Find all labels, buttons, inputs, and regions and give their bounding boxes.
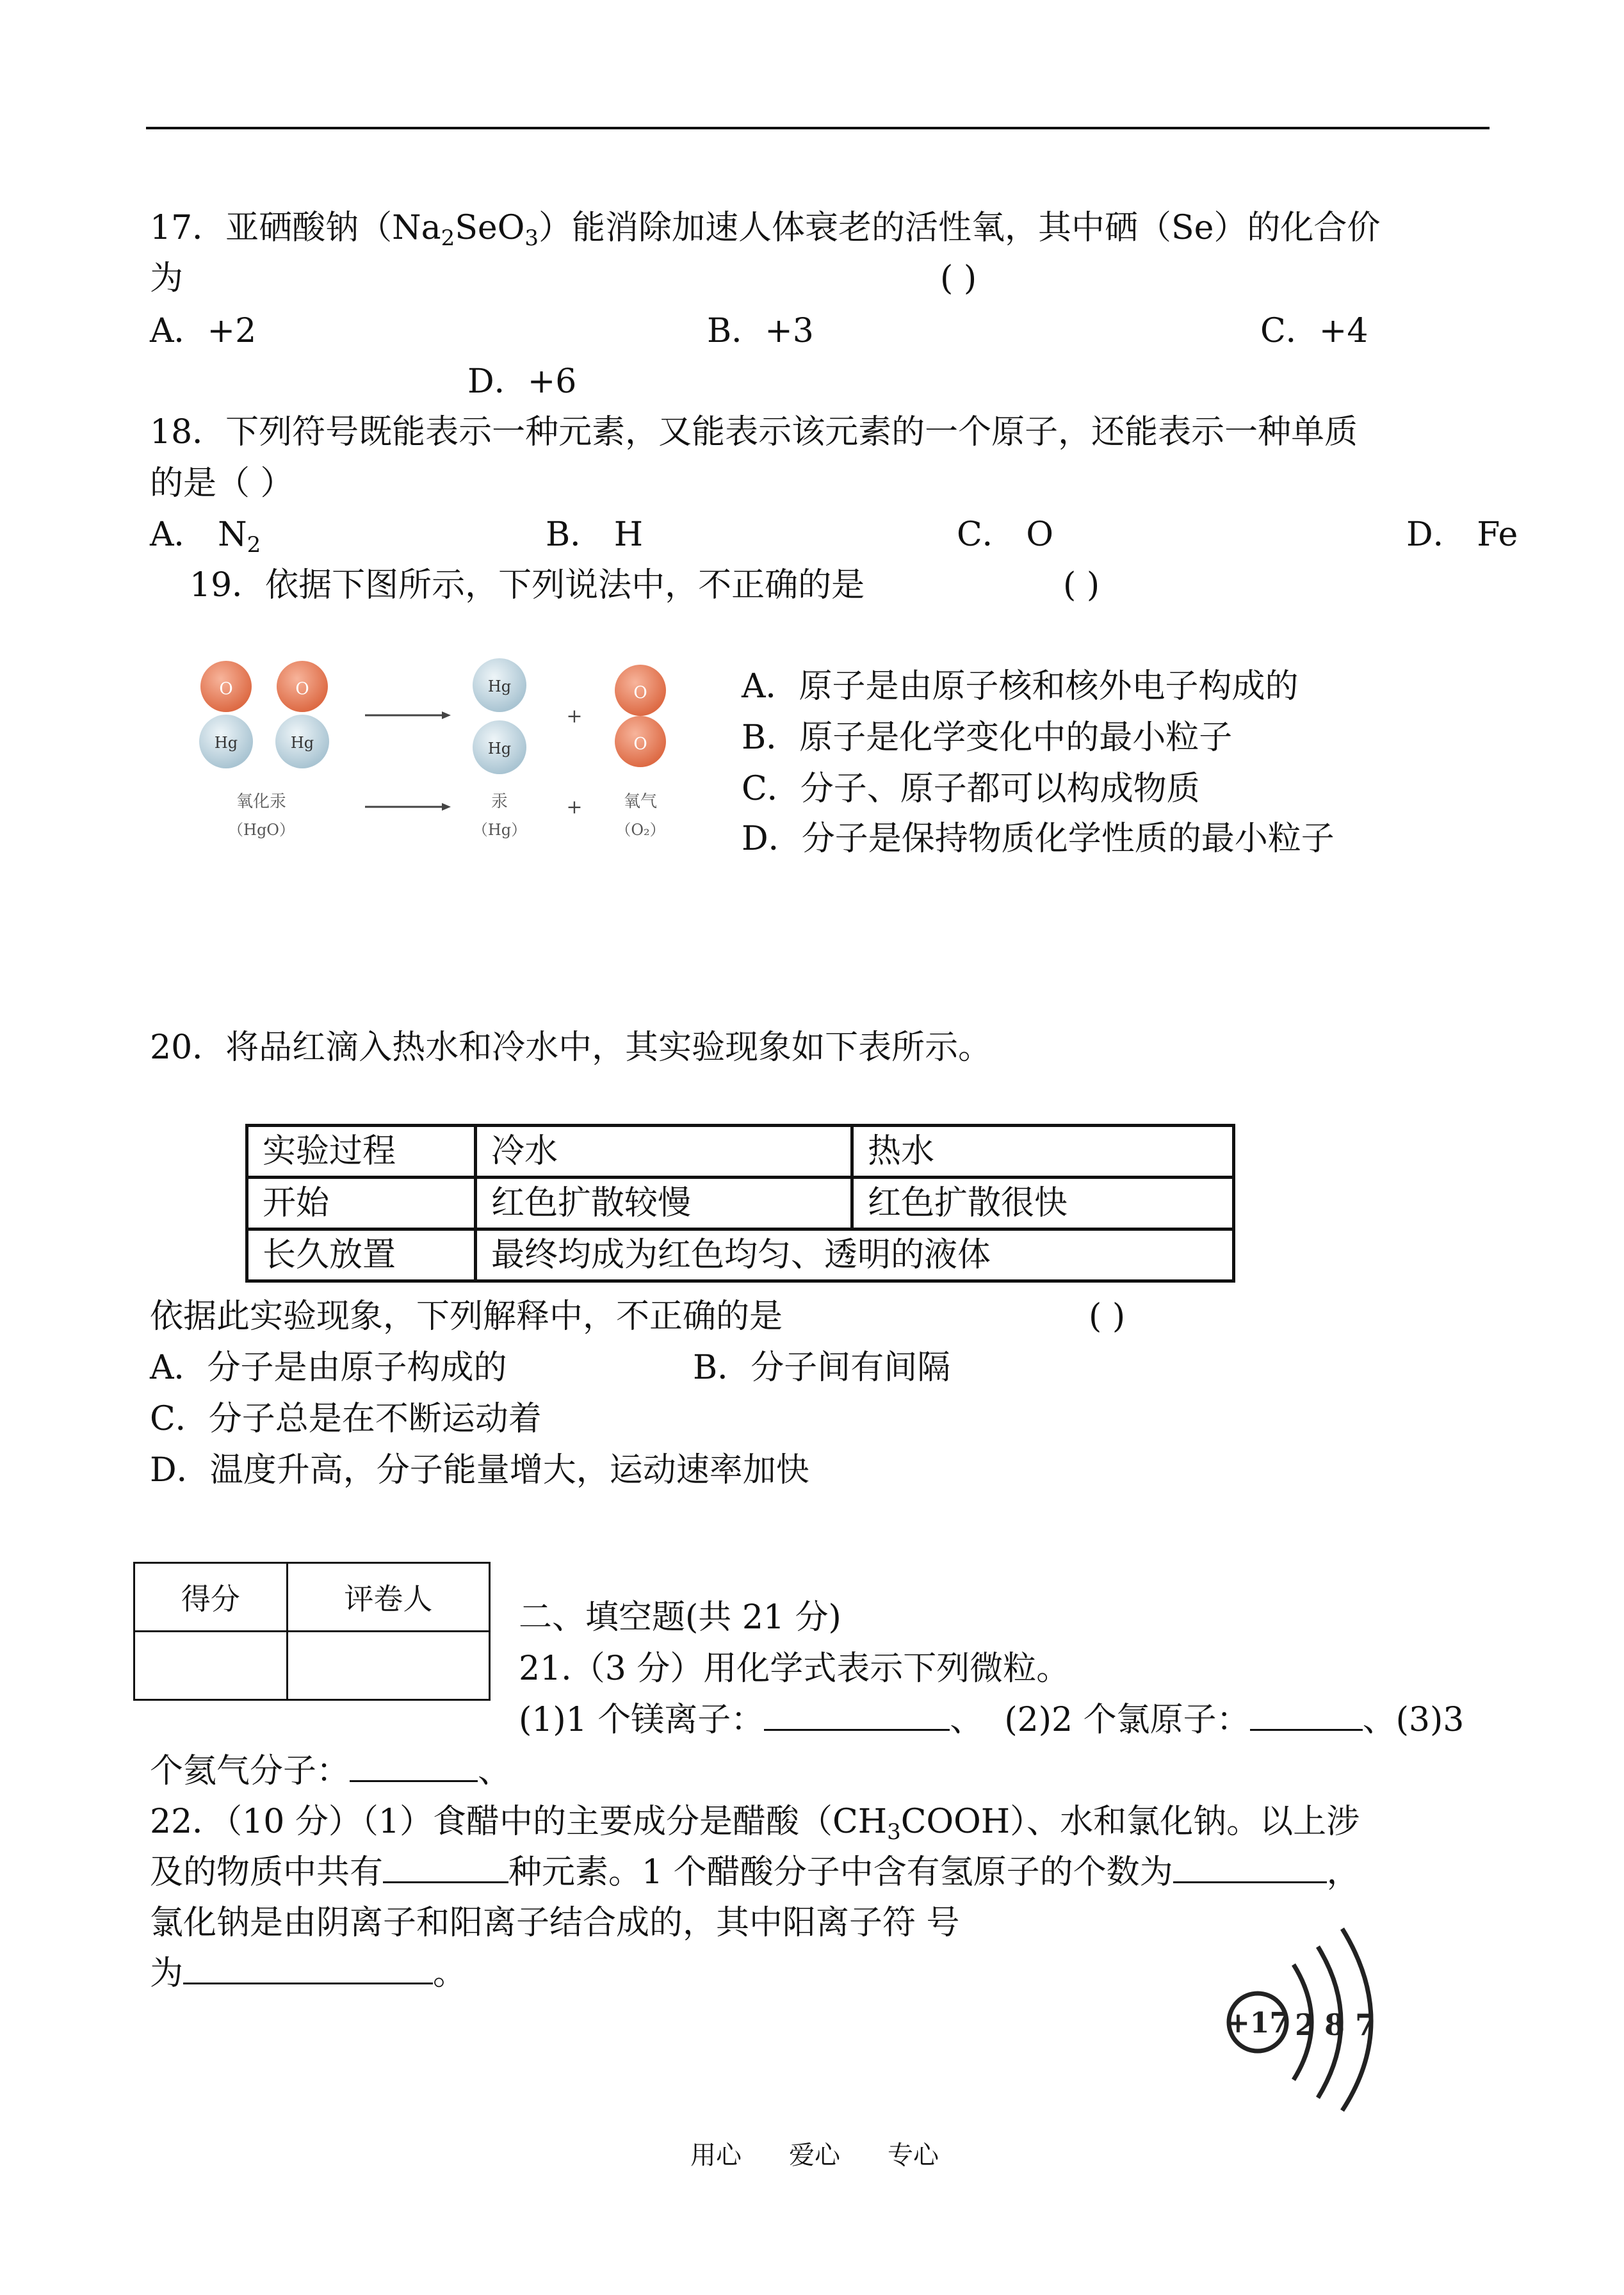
plus-sign-top: + [566, 705, 583, 727]
q21-line1: (1)1 个镁离子： 、 (2)2 个氯原子： 、(3)3 [519, 1701, 1465, 1739]
q17-option-b: B．+3 [707, 312, 814, 350]
q18-option-a: A． $N_2$ [150, 515, 261, 558]
table-row [247, 1178, 1234, 1229]
chlorine-atom-structure-diagram [1217, 1921, 1402, 2113]
oxygen-atom-label: O [219, 679, 233, 699]
table-header-cell: 冷水 [475, 1126, 852, 1178]
q22-line2: 及的物质中共有 种元素。1 个醋酸分子中含有氢原子的个数为 ， [150, 1853, 1360, 1892]
q20-option-d: D．温度升高，分子能量增大，运动速率加快 [150, 1451, 809, 1489]
oxygen-atom-label: O [295, 679, 309, 699]
q17-option-d: D．+6 [467, 362, 577, 401]
q20-option-a: A．分子是由原子构成的 [150, 1349, 507, 1387]
formula-hg: （Hg） [472, 821, 527, 839]
q17-option-c: C．+4 [1260, 312, 1368, 350]
o2-molecule [615, 665, 666, 767]
table-header-cell: 热水 [852, 1126, 1233, 1178]
q20-answer-paren: ( ) [1089, 1297, 1126, 1336]
reaction-arrow-top [365, 711, 451, 719]
hg-atom-1 [473, 658, 526, 712]
footer-text-2: 爱心 [789, 2141, 840, 2170]
label-hgo: 氧化汞 [236, 792, 287, 811]
q18-option-b: B． H [546, 515, 644, 554]
mercury-oxide-decomposition-figure [179, 647, 692, 864]
q18-line1: 18．下列符号既能表示一种元素，又能表示该元素的一个原子，还能表示一种单质 [150, 413, 1358, 451]
shell-3-electrons: 7 [1354, 2007, 1376, 2042]
table-header-row [247, 1126, 1234, 1178]
hgo-molecule-1 [199, 661, 253, 768]
section-2-title: 二、填空题(共 21 分) [519, 1598, 841, 1637]
q22-line1: 22．（10 分）（1）食醋中的主要成分是醋酸$(CH_3COOH)$、水和氯化钠。以上涉 [150, 1803, 1360, 1845]
q18-option-d: D． Fe [1406, 515, 1518, 554]
table-header-cell: 实验过程 [247, 1126, 476, 1178]
q19-stem: 19．依据下图所示，下列说法中，不正确的是 [190, 566, 865, 604]
svg-text:O: O [633, 734, 647, 754]
q20-option-b: B．分子间有间隔 [693, 1349, 951, 1387]
mercury-atom-label: Hg [214, 734, 238, 752]
svg-text:Hg: Hg [487, 740, 512, 758]
answer-blank [183, 1954, 433, 1984]
q19-option-c: C．分子、原子都可以构成物质 [742, 770, 1200, 808]
header-rule [146, 127, 1490, 129]
formula-o2: （O₂） [615, 821, 665, 839]
formula-hgo: （HgO） [228, 821, 295, 839]
answer-blank [383, 1853, 508, 1883]
table-cell: 长久放置 [247, 1229, 476, 1281]
q19-option-d: D．分子是保持物质化学性质的最小粒子 [742, 820, 1335, 858]
label-hg: 汞 [491, 792, 508, 811]
reviewer-label: 评卷人 [287, 1563, 489, 1632]
q17-option-a: A．+2 [150, 312, 257, 350]
footer-text-1: 用心 [690, 2141, 742, 2170]
mercury-atom-label: Hg [290, 734, 314, 752]
footer-text-3: 专心 [888, 2141, 939, 2170]
table-row [247, 1229, 1234, 1281]
answer-blank [1250, 1701, 1363, 1731]
hg-atom-2 [473, 720, 526, 774]
q19-option-a: A．原子是由原子核和核外电子构成的 [742, 667, 1299, 706]
table-cell: 最终均成为红色均匀、透明的液体 [475, 1229, 1233, 1281]
q19-answer-paren: ( ) [1063, 566, 1100, 604]
q17-answer-paren: ( ) [940, 259, 977, 298]
q20-question: 依据此实验现象，下列解释中，不正确的是 [150, 1297, 783, 1336]
table-cell: 红色扩散较慢 [475, 1178, 852, 1229]
table-cell: 开始 [247, 1178, 476, 1229]
experiment-table [245, 1124, 1235, 1283]
q17-line1: 17．亚硒酸钠$(Na_2SeO_3)$能消除加速人体衰老的活性氧，其中硒（Se）的化合价 [150, 209, 1381, 251]
reaction-arrow-bottom [365, 803, 451, 811]
table-cell: 红色扩散很快 [852, 1178, 1233, 1229]
answer-blank [1173, 1853, 1327, 1883]
q21-line2: 个氦气分子： 、 [150, 1752, 512, 1790]
q20-stem: 20．将品红滴入热水和冷水中，其实验现象如下表所示。 [150, 1028, 992, 1067]
score-cell [134, 1632, 288, 1700]
hgo-molecule-2 [275, 661, 329, 768]
q20-option-c: C．分子总是在不断运动着 [150, 1400, 542, 1438]
q22-line4: 为 。 [150, 1954, 467, 1993]
score-label: 得分 [134, 1563, 288, 1632]
reviewer-cell [287, 1632, 489, 1700]
shell-1-electrons: 2 [1294, 2007, 1316, 2042]
q18-line2: 的是（ ） [150, 464, 294, 503]
q21-stem: 21.（3 分）用化学式表示下列微粒。 [519, 1650, 1070, 1688]
q22-line3: 氯化钠是由阴离子和阳离子结合成的，其中阳离子符 号 [150, 1904, 960, 1942]
q17-line2: 为 [150, 259, 184, 298]
shell-2-electrons: 8 [1324, 2007, 1345, 2042]
svg-text:Hg: Hg [487, 677, 512, 695]
plus-sign-bottom: + [566, 796, 583, 818]
answer-blank [350, 1752, 478, 1782]
answer-blank [764, 1701, 950, 1731]
q19-option-b: B．原子是化学变化中的最小粒子 [742, 718, 1233, 757]
svg-text:O: O [633, 683, 647, 702]
nucleus-charge: +17 [1226, 2007, 1290, 2040]
q18-option-c: C． O [957, 515, 1053, 554]
label-o2: 氧气 [623, 792, 658, 811]
score-box [133, 1562, 491, 1701]
